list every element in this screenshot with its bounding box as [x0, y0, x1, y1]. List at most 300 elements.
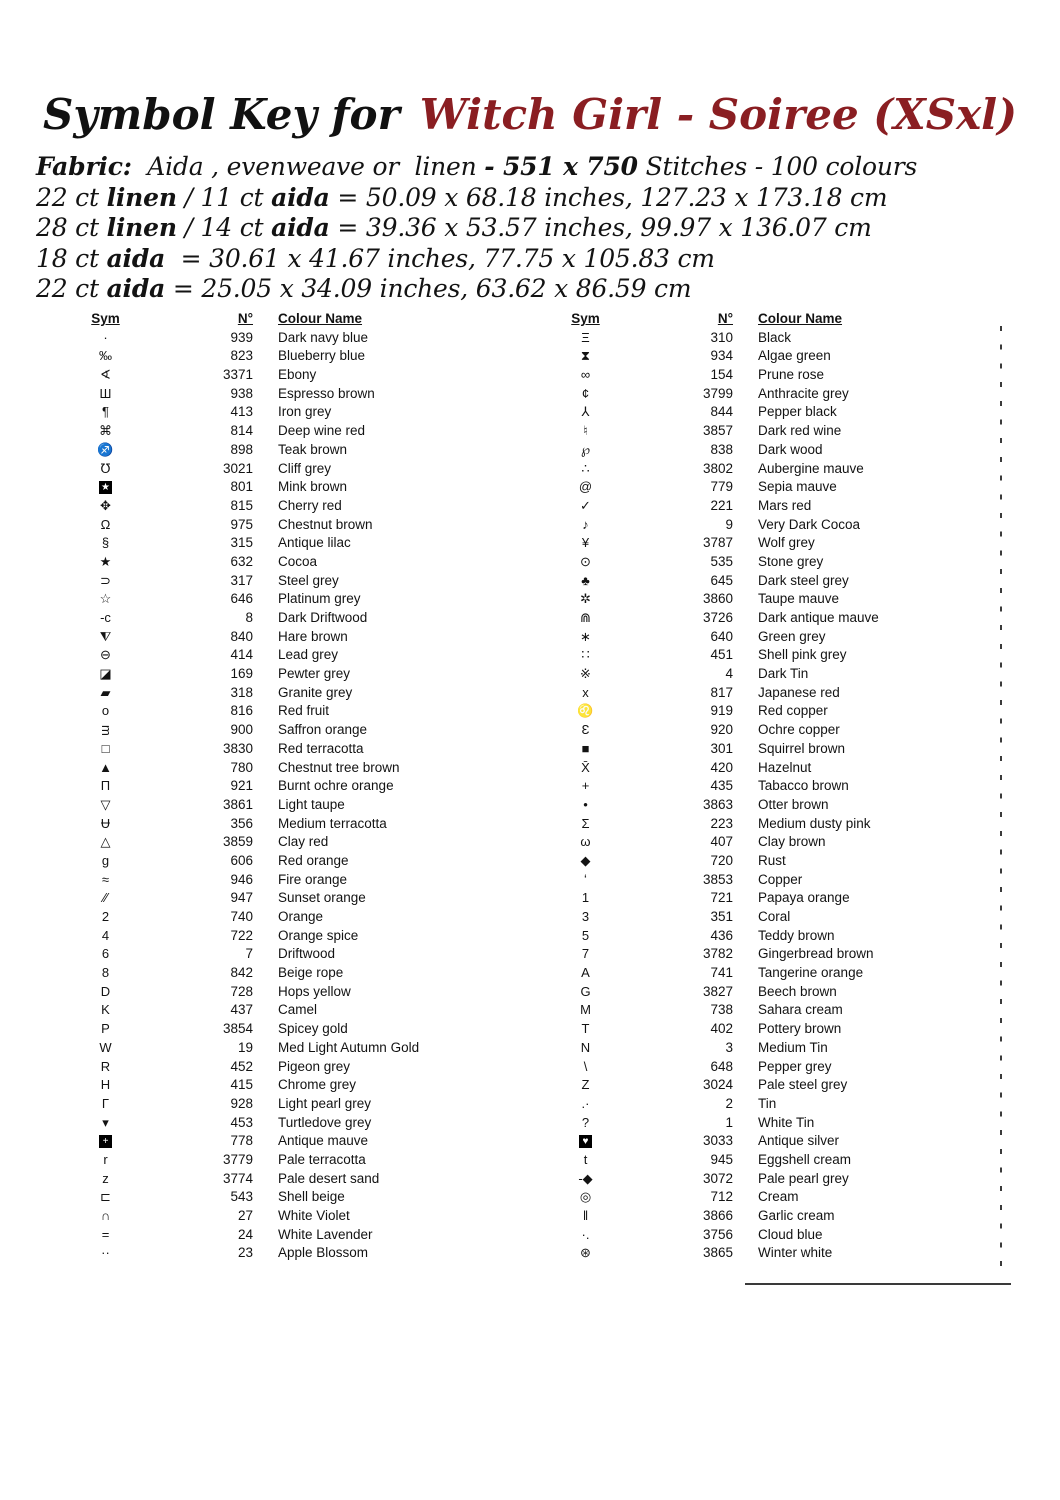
- symbol-cell: ¶: [102, 404, 109, 420]
- fabric-text-bold: aida: [106, 243, 166, 273]
- table-row: [63, 740, 493, 759]
- colour-name-cell: Rust: [758, 852, 786, 868]
- symbol-cell: 8: [101, 965, 110, 981]
- colour-name-cell: Cloud blue: [758, 1226, 823, 1242]
- symbol-cell: 3: [581, 909, 590, 924]
- number-cell: 3863: [702, 796, 733, 812]
- table-header-left: [63, 310, 493, 329]
- fabric-text-bold: - 551 x 750: [484, 152, 638, 181]
- symbol-cell: ᴟ: [101, 722, 110, 738]
- symbol-cell: ··: [101, 1245, 110, 1261]
- symbol-cell: □: [101, 740, 110, 756]
- colour-name-cell: White Tin: [758, 1114, 815, 1130]
- number-cell: 3799: [702, 385, 733, 401]
- table-row: [63, 1132, 493, 1151]
- table-row: [543, 1001, 993, 1020]
- colour-name-cell: Beech brown: [758, 983, 837, 999]
- symbol-cell: ☆: [99, 591, 112, 607]
- colour-name-cell: Eggshell cream: [758, 1151, 852, 1167]
- number-cell: 437: [230, 1002, 253, 1018]
- table-row: [543, 329, 993, 348]
- symbol-cell: 1: [581, 890, 590, 906]
- colour-name-cell: Otter brown: [758, 796, 829, 812]
- colour-name-cell: Hazelnut: [758, 759, 812, 775]
- table-row: [543, 572, 993, 591]
- colour-name-cell: Sepia mauve: [758, 479, 837, 495]
- number-cell: 606: [230, 852, 253, 868]
- colour-name-cell: Pewter grey: [278, 666, 351, 682]
- number-cell: 3787: [702, 535, 733, 551]
- symbol-cell: x: [582, 684, 589, 700]
- colour-name-cell: Cream: [758, 1189, 799, 1205]
- table-row: [63, 684, 493, 703]
- colour-name-cell: Clay brown: [758, 834, 826, 850]
- number-cell: 840: [230, 628, 253, 644]
- colour-name-cell: Pottery brown: [758, 1021, 842, 1037]
- table-row: [543, 964, 993, 983]
- fabric-text-bold: linen: [106, 182, 177, 212]
- symbol-cell: ⅄: [581, 404, 590, 420]
- colour-name-cell: Dark wood: [758, 441, 823, 457]
- number-cell: 301: [710, 740, 733, 756]
- colour-name-cell: Shell pink grey: [758, 647, 847, 663]
- symbol-cell: ⋒: [580, 610, 591, 625]
- colour-name-cell: Garlic cream: [758, 1208, 835, 1223]
- table-row: [543, 590, 993, 609]
- fabric-text-bold: aida: [106, 274, 166, 304]
- number-cell: 640: [710, 628, 733, 644]
- table-row: [63, 478, 493, 497]
- number-cell: 898: [230, 441, 253, 457]
- table-row: [543, 385, 993, 404]
- table-row: [543, 516, 993, 535]
- colour-name-cell: Espresso brown: [278, 385, 375, 401]
- colour-name-cell: Cherry red: [278, 497, 342, 513]
- number-cell: 947: [230, 890, 253, 906]
- colour-name-cell: Sahara cream: [758, 1002, 843, 1018]
- colour-name-cell: Chestnut brown: [278, 516, 373, 532]
- table-row: [543, 1207, 993, 1226]
- colour-name-cell: Sunset orange: [278, 890, 366, 906]
- page-title: [0, 90, 1060, 139]
- number-cell: 780: [230, 759, 253, 775]
- table-row: [543, 702, 993, 721]
- symbol-cell: ≈: [101, 871, 110, 887]
- number-cell: 420: [710, 759, 733, 775]
- number-cell: 3827: [702, 983, 733, 999]
- number-cell: 720: [710, 852, 733, 868]
- symbol-cell: ⊖: [100, 647, 111, 663]
- colour-name-cell: Chrome grey: [278, 1077, 357, 1093]
- number-cell: 900: [230, 722, 253, 738]
- table-row: [543, 646, 993, 665]
- table-row: [543, 1188, 993, 1207]
- number-cell: 19: [237, 1039, 253, 1055]
- table-row: [63, 1020, 493, 1039]
- table-row: [63, 609, 493, 628]
- colour-name-cell: Driftwood: [278, 946, 336, 962]
- symbol-cell: 6: [101, 946, 110, 962]
- symbol-cell: ∗: [580, 628, 591, 644]
- colour-name-cell: Iron grey: [278, 404, 332, 420]
- colour-name-cell: Aubergine mauve: [758, 460, 864, 476]
- table-row: [63, 721, 493, 740]
- colour-name-cell: Cliff grey: [278, 460, 332, 476]
- symbol-cell: ※: [580, 666, 591, 682]
- number-cell: 169: [230, 666, 253, 682]
- table-row: [543, 1039, 993, 1058]
- number-cell: 844: [710, 404, 733, 420]
- symbol-cell: ¥: [581, 535, 590, 551]
- symbol-cell: ★: [99, 553, 112, 569]
- number-cell: 3857: [702, 423, 733, 439]
- fabric-text: 22 ct: [36, 182, 107, 212]
- number-cell: 23: [237, 1245, 253, 1261]
- table-row: [63, 1244, 493, 1263]
- symbol-cell: K: [101, 1002, 110, 1018]
- table-row: [543, 833, 993, 852]
- colour-name-cell: Pale desert sand: [278, 1170, 380, 1186]
- colour-name-cell: Red terracotta: [278, 740, 364, 756]
- number-cell: 740: [230, 909, 253, 924]
- fabric-text-bold: aida: [271, 182, 330, 212]
- symbol-cell: ∞: [580, 367, 591, 383]
- number-cell: 3756: [702, 1226, 733, 1242]
- symbol-cell: ⊏: [100, 1189, 111, 1205]
- table-row: [63, 1188, 493, 1207]
- number-cell: 3860: [702, 591, 733, 607]
- number-cell: 842: [230, 965, 253, 981]
- table-row: [63, 759, 493, 778]
- symbol-cell: ∷: [581, 647, 590, 663]
- symbol-cell: ⊙: [580, 553, 591, 569]
- table-row: [63, 441, 493, 460]
- table-row: [63, 403, 493, 422]
- number-cell: 728: [230, 983, 253, 999]
- symbol-cell: ·.: [581, 1226, 590, 1242]
- symbol-cell: \: [583, 1058, 588, 1074]
- fabric-text-bold: linen: [106, 213, 177, 243]
- symbol-cell: Σ: [581, 815, 590, 831]
- symbol-cell: R: [100, 1058, 111, 1074]
- colour-name-cell: Squirrel brown: [758, 740, 846, 756]
- colour-name-cell: Dark navy blue: [278, 329, 369, 345]
- symbol-cell: A: [581, 965, 590, 981]
- table-row: [63, 702, 493, 721]
- colour-name-cell: Mink brown: [278, 479, 348, 495]
- symbol-cell: ♣: [581, 572, 590, 588]
- table-header-right: [543, 310, 993, 329]
- fabric-text: = 50.09 x 68.18 inches, 127.23 x 173.18 cm: [329, 182, 888, 212]
- colour-name-cell: Shell beige: [278, 1189, 345, 1205]
- symbol-cell: N: [580, 1039, 591, 1055]
- fabric-text-bold: aida: [271, 213, 330, 243]
- table-row: [63, 516, 493, 535]
- symbol-cell: ⊃: [100, 572, 111, 588]
- page-edge-dashed-line: [1000, 326, 1002, 1278]
- symbol-cell: ⧨: [99, 628, 112, 644]
- table-body-left: [63, 329, 493, 1263]
- table-row: [63, 329, 493, 348]
- colour-name-cell: Teak brown: [278, 441, 348, 457]
- table-row: [543, 1226, 993, 1245]
- symbol-cell: 2: [101, 909, 110, 924]
- number-cell: 315: [230, 535, 253, 551]
- number-cell: 919: [710, 703, 733, 719]
- number-cell: 223: [710, 815, 733, 831]
- number-cell: 221: [710, 497, 733, 513]
- symbol-cell: =: [101, 1226, 110, 1242]
- symbol-cell: ∢: [100, 367, 111, 383]
- fabric-text: / 14 ct: [176, 213, 272, 243]
- colour-name-cell: Spicey gold: [278, 1021, 348, 1037]
- colour-name-cell: Red orange: [278, 852, 349, 868]
- table-row: [63, 1001, 493, 1020]
- table-row: [543, 815, 993, 834]
- symbol-cell: Ʉ: [100, 815, 111, 831]
- colour-name-cell: Pepper black: [758, 404, 837, 420]
- colour-name-cell: Antique silver: [758, 1133, 840, 1149]
- number-cell: 921: [230, 778, 253, 794]
- symbol-cell: §: [101, 535, 110, 551]
- number-cell: 920: [710, 722, 733, 738]
- number-cell: 646: [230, 591, 253, 607]
- number-cell: 938: [230, 385, 253, 401]
- number-cell: 934: [710, 348, 733, 364]
- table-row: [543, 927, 993, 946]
- number-cell: 27: [237, 1208, 253, 1223]
- symbol-cell: Ω: [100, 516, 111, 532]
- symbol-cell: ∕∕: [103, 890, 108, 906]
- colour-name-cell: Prune rose: [758, 367, 825, 383]
- colour-name-cell: Wolf grey: [758, 535, 815, 551]
- colour-name-cell: Dark antique mauve: [758, 610, 879, 625]
- colour-name-cell: Tin: [758, 1095, 777, 1111]
- colour-name-cell: Saffron orange: [278, 722, 368, 738]
- symbol-cell: ℘: [580, 441, 591, 457]
- number-cell: 356: [230, 815, 253, 831]
- number-cell: 407: [710, 834, 733, 850]
- table-row: [543, 441, 993, 460]
- table-row: [543, 347, 993, 366]
- table-row: [63, 665, 493, 684]
- table-row: [63, 1207, 493, 1226]
- number-cell: 4: [725, 666, 733, 682]
- symbol-cell: W: [99, 1039, 112, 1055]
- fabric-text: 18 ct: [36, 243, 107, 273]
- table-body-right: [543, 329, 993, 1263]
- fabric-text: Stitches - 100 colours: [637, 152, 918, 181]
- colour-name-cell: Cocoa: [278, 553, 318, 569]
- table-row: [63, 1151, 493, 1170]
- number-cell: 543: [230, 1189, 253, 1205]
- table-row: [63, 1076, 493, 1095]
- colour-name-cell: Winter white: [758, 1245, 833, 1261]
- fabric-text: 22 ct: [36, 274, 107, 304]
- number-cell: 801: [230, 479, 253, 495]
- title-pattern-name: Witch Girl - Soiree (XSxl): [419, 90, 1017, 139]
- symbol-cell: ℧: [100, 460, 111, 476]
- table-row: [543, 366, 993, 385]
- symbol-cell: .·: [581, 1095, 590, 1111]
- symbol-cell: ▲: [99, 759, 112, 775]
- number-cell: 453: [230, 1114, 253, 1130]
- symbol-cell: Ɛ: [581, 722, 590, 738]
- table-row: [63, 366, 493, 385]
- page-edge-line: [745, 1283, 1011, 1285]
- fabric-text: = 25.05 x 34.09 inches, 63.62 x 86.59 cm: [165, 274, 692, 304]
- table-row: [543, 777, 993, 796]
- colour-name-cell: Mars red: [758, 497, 812, 513]
- symbol-cell: +: [581, 778, 590, 794]
- colour-name-cell: Red fruit: [278, 703, 330, 719]
- colour-name-cell: Coral: [758, 909, 791, 924]
- colour-name-cell: Steel grey: [278, 572, 339, 588]
- number-cell: 435: [710, 778, 733, 794]
- number-cell: 415: [230, 1077, 253, 1093]
- table-row: [543, 721, 993, 740]
- number-cell: 414: [230, 647, 253, 663]
- table-row: [63, 534, 493, 553]
- table-row: [63, 871, 493, 890]
- table-row: [63, 553, 493, 572]
- colour-name-cell: Tabacco brown: [758, 778, 849, 794]
- header-colour-name: Colour Name: [278, 311, 363, 326]
- number-cell: 3774: [222, 1170, 253, 1186]
- table-row: [543, 796, 993, 815]
- number-cell: 451: [710, 647, 733, 663]
- table-row: [543, 684, 993, 703]
- number-cell: 975: [230, 516, 253, 532]
- colour-name-cell: Lead grey: [278, 647, 339, 663]
- number-cell: 535: [710, 553, 733, 569]
- table-row: [63, 1058, 493, 1077]
- table-row: [63, 1095, 493, 1114]
- table-row: [543, 1170, 993, 1189]
- symbol-cell: D: [100, 983, 111, 999]
- colour-name-cell: Gingerbread brown: [758, 946, 874, 962]
- table-row: [63, 572, 493, 591]
- symbol-cell: ✲: [580, 591, 591, 607]
- colour-name-cell: Light taupe: [278, 796, 345, 812]
- symbol-cell: 5: [581, 927, 590, 943]
- number-cell: 3371: [222, 367, 253, 383]
- number-cell: 928: [230, 1095, 253, 1111]
- colour-name-cell: Orange spice: [278, 927, 359, 943]
- colour-name-cell: Dark steel grey: [758, 572, 849, 588]
- symbol-cell: Π: [100, 778, 111, 794]
- colour-name-cell: Platinum grey: [278, 591, 361, 607]
- colour-name-cell: Camel: [278, 1002, 318, 1018]
- number-cell: 3072: [702, 1170, 733, 1186]
- number-cell: 413: [230, 404, 253, 420]
- number-cell: 779: [710, 479, 733, 495]
- colour-name-cell: Dark red wine: [758, 423, 842, 439]
- table-row: [543, 534, 993, 553]
- colour-name-cell: Anthracite grey: [758, 385, 849, 401]
- colour-name-cell: Pale steel grey: [758, 1077, 848, 1093]
- symbol-cell: g: [101, 852, 110, 868]
- fabric-text: Aida , evenweave or linen: [131, 152, 485, 181]
- symbol-cell: o: [101, 703, 110, 719]
- colour-name-cell: Medium dusty pink: [758, 815, 871, 831]
- colour-name-cell: Algae green: [758, 348, 831, 364]
- fabric-text: = 30.61 x 41.67 inches, 77.75 x 105.83 cm: [165, 243, 715, 273]
- symbol-cell: ♌: [577, 703, 594, 719]
- colour-name-cell: Clay red: [278, 834, 329, 850]
- colour-name-cell: Deep wine red: [278, 423, 366, 439]
- symbol-cell: P: [101, 1021, 110, 1037]
- colour-name-cell: Medium Tin: [758, 1039, 828, 1055]
- number-cell: 351: [710, 909, 733, 924]
- symbol-cell: Ξ: [581, 329, 590, 345]
- header-sym: Sym: [571, 311, 600, 326]
- number-cell: 3861: [222, 796, 253, 812]
- number-cell: 436: [710, 927, 733, 943]
- colour-name-cell: Orange: [278, 909, 324, 924]
- symbol-cell: ∴: [581, 460, 590, 476]
- table-row: [63, 796, 493, 815]
- colour-name-cell: Dark Driftwood: [278, 610, 368, 625]
- colour-name-cell: Ebony: [278, 367, 317, 383]
- number-cell: 1: [725, 1114, 733, 1130]
- table-row: [63, 1170, 493, 1189]
- symbol-cell: ■: [581, 740, 590, 756]
- table-row: [543, 945, 993, 964]
- table-row: [63, 590, 493, 609]
- number-cell: 946: [230, 871, 253, 887]
- fabric-info: [36, 152, 917, 305]
- symbol-cell: ✥: [100, 497, 111, 513]
- boxed-symbol: ♥: [579, 1135, 592, 1148]
- symbol-cell: [543, 1132, 628, 1151]
- colour-name-cell: Black: [758, 329, 792, 345]
- number-cell: 8: [245, 610, 253, 625]
- symbol-cell: ⊛: [580, 1245, 591, 1261]
- number-cell: 814: [230, 423, 253, 439]
- fabric-line: [36, 274, 917, 305]
- number-cell: 945: [710, 1151, 733, 1167]
- number-cell: 738: [710, 1002, 733, 1018]
- number-cell: 648: [710, 1058, 733, 1074]
- table-row: [63, 385, 493, 404]
- table-row: [63, 777, 493, 796]
- colour-name-cell: Hare brown: [278, 628, 348, 644]
- boxed-symbol: +: [99, 1135, 112, 1148]
- table-row: [63, 628, 493, 647]
- symbol-cell: ⌘: [99, 423, 112, 439]
- colour-name-cell: Pigeon grey: [278, 1058, 351, 1074]
- number-cell: 778: [230, 1133, 253, 1149]
- number-cell: 721: [710, 890, 733, 906]
- number-cell: 154: [710, 367, 733, 383]
- number-cell: 317: [230, 572, 253, 588]
- number-cell: 310: [710, 329, 733, 345]
- number-cell: 452: [230, 1058, 253, 1074]
- table-row: [543, 478, 993, 497]
- fabric-line: [36, 152, 917, 183]
- header-number: N°: [717, 311, 733, 326]
- number-cell: 3859: [222, 834, 253, 850]
- table-row: [543, 460, 993, 479]
- table-row: [63, 347, 493, 366]
- colour-name-cell: Granite grey: [278, 684, 353, 700]
- number-cell: 3779: [222, 1151, 253, 1167]
- symbol-cell: ‰: [99, 348, 112, 364]
- symbol-cell: ◆: [580, 852, 591, 868]
- symbol-cell: z: [102, 1170, 109, 1186]
- colour-name-cell: Fire orange: [278, 871, 348, 887]
